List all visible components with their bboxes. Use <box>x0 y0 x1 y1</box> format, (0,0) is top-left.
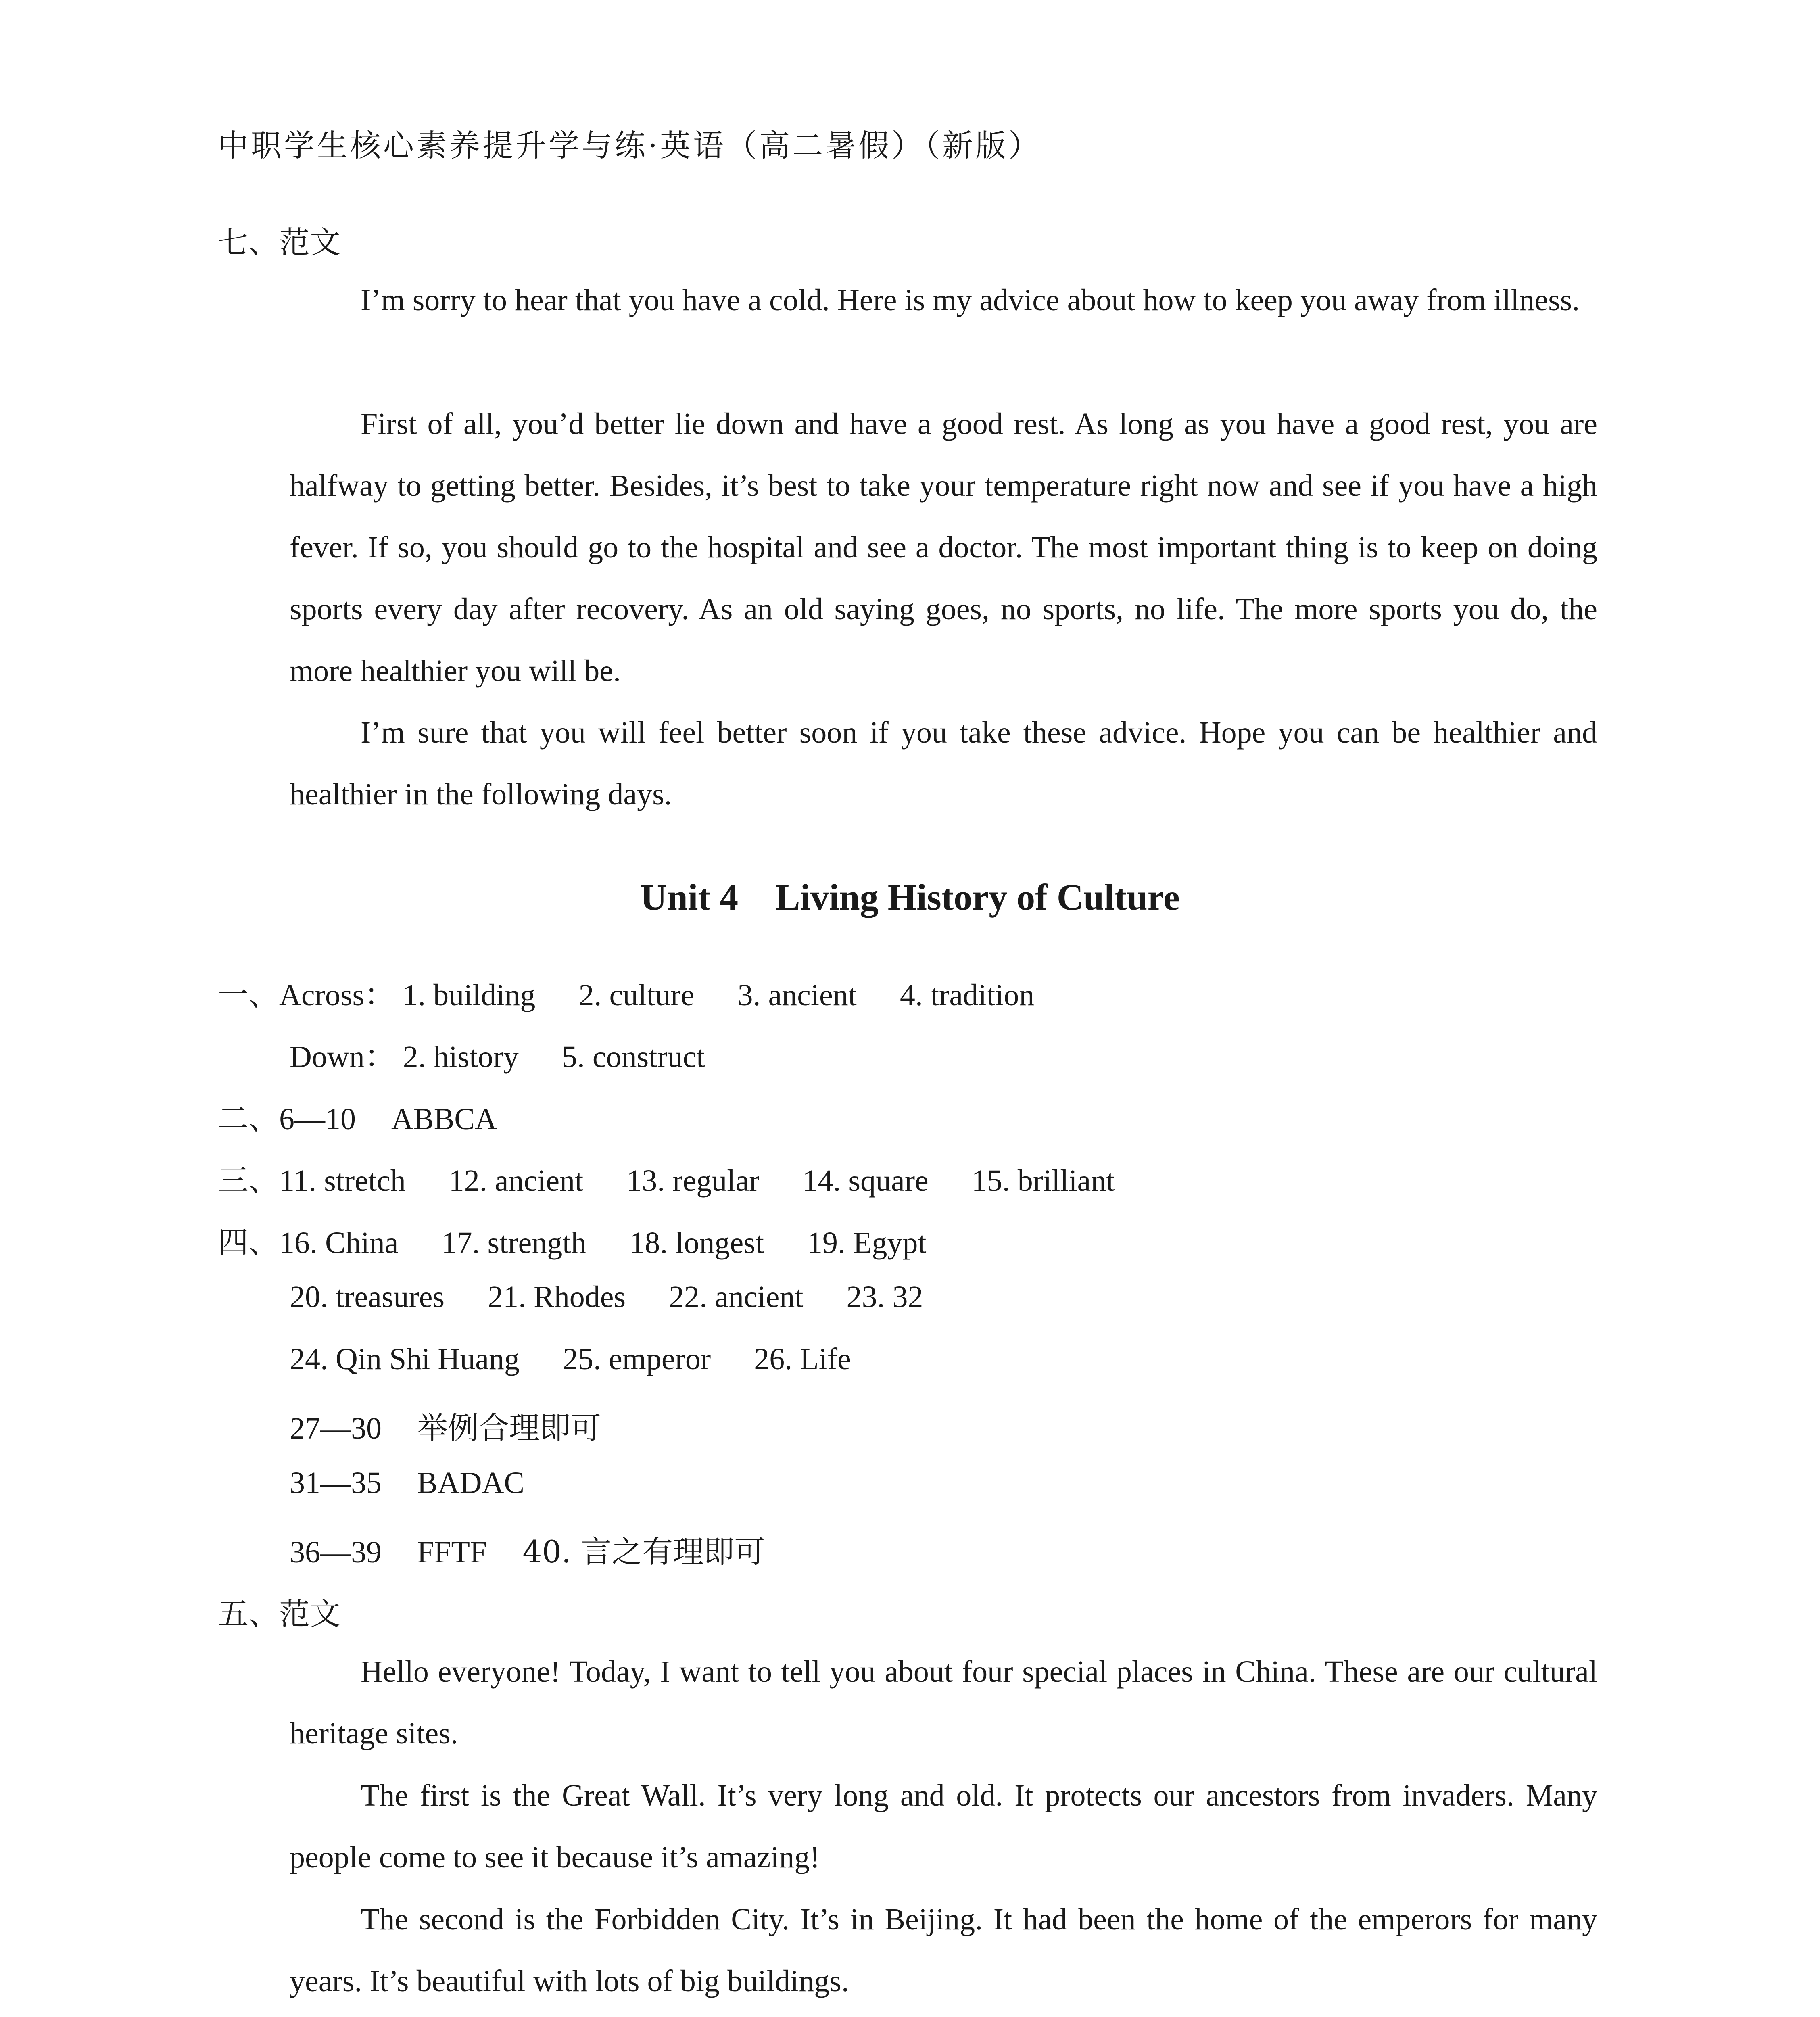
essay-paragraph: The second is the Forbidden City. It’s in Beijing. It had been the home of the emperors for many years. It’s beautiful with lots of big buildings. <box>290 1902 1597 1998</box>
answer-part-1-down: Down： 2. history 5. construct <box>290 1040 705 1074</box>
essay-paragraph: I’m sorry to hear that you have a cold. Here is my advice about how to keep you away from illness. <box>361 283 1580 317</box>
essay-paragraph <box>290 2013 1597 2017</box>
essay-paragraph: I’m sure that you will feel better soon if you take these advice. Hope you can be healthier and healthier in the following days. <box>290 716 1597 811</box>
essay-paragraph: The first is the Great Wall. It’s very long and old. It protects our ancestors from invaders. Many people come to see it because it’s amazing! <box>290 1779 1597 1874</box>
section-7-heading: 七、范文 <box>218 224 340 260</box>
answer-part-3: 三、11. stretch 12. ancient 13. regular 14. square 15. brilliant <box>218 1162 1115 1198</box>
answer-part-4-row: 27—30 举例合理即可 <box>290 1410 601 1446</box>
answer-part-4-row: 36—39 FFTF 40. 言之有理即可 <box>290 1534 765 1570</box>
essay-paragraph: Hello everyone! Today, I want to tell you about four special places in China. These are our cultural heritage sites. <box>290 1655 1597 1750</box>
answer-part-4-row: 20. treasures 21. Rhodes 22. ancient 23. 32 <box>290 1280 923 1314</box>
section-5-heading: 五、范文 <box>218 1596 340 1632</box>
answer-part-4-row: 四、16. China 17. strength 18. longest 19. Egypt <box>218 1224 927 1260</box>
running-header: 中职学生核心素养提升学与练·英语（高二暑假）（新版） <box>218 127 1042 163</box>
essay-paragraph: First of all, you’d better lie down and have a good rest. As long as you have a good rest, you are halfway to getting better. Besides, it’s best to take your temperature right now and see if you have a high fever. If so, you should go to the hospital and see a doctor. The most important thing is to keep on doing sports every day after recovery. As an old saying goes, no sports, no life. The more sports you do, the more healthier you will be. <box>290 407 1597 688</box>
answer-part-4-row: 24. Qin Shi Huang 25. emperor 26. Life <box>290 1342 851 1376</box>
unit-title: Unit 4 Living History of Culture <box>640 877 1180 918</box>
answer-part-4-row: 31—35 BADAC <box>290 1466 525 1500</box>
answer-part-1-across: 一、Across： 1. building 2. culture 3. ancient 4. tradition <box>218 977 1035 1013</box>
answer-part-2: 二、6—10 ABBCA <box>218 1100 497 1136</box>
